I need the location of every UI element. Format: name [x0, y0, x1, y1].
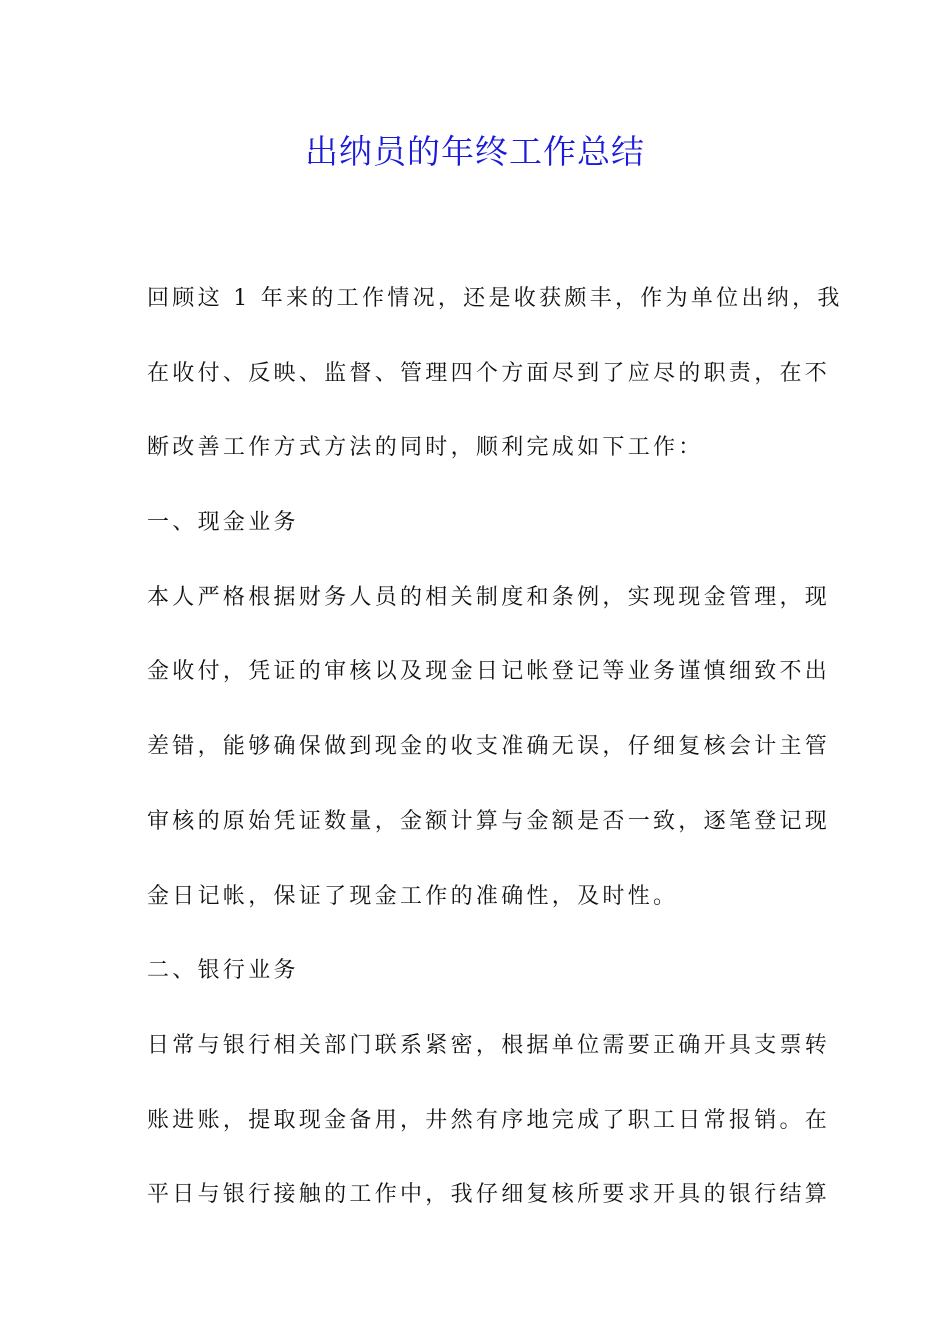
body-line-intro-3: 断改善工作方式方法的同时，顺利完成如下工作： — [147, 435, 704, 461]
body-line-bank-1: 日常与银行相关部门联系紧密，根据单位需要正确开具支票转 — [147, 1032, 831, 1058]
body-line-intro-2: 在收付、反映、监督、管理四个方面尽到了应尽的职责，在不 — [147, 360, 831, 386]
body-line-cash-2: 金收付，凭证的审核以及现金日记帐登记等业务谨慎细致不出 — [147, 659, 831, 685]
section-heading-cash: 一、现金业务 — [147, 510, 299, 536]
body-line-cash-1: 本人严格根据财务人员的相关制度和条例，实现现金管理，现 — [147, 584, 831, 610]
document-title: 出纳员的年终工作总结 — [305, 132, 645, 171]
body-line-cash-5: 金日记帐，保证了现金工作的准确性，及时性。 — [147, 883, 679, 909]
body-line-cash-3: 差错，能够确保做到现金的收支准确无误，仔细复核会计主管 — [147, 734, 831, 760]
body-line-bank-2: 账进账，提取现金备用，井然有序地完成了职工日常报销。在 — [147, 1107, 831, 1133]
section-heading-bank: 二、银行业务 — [147, 958, 299, 984]
body-line-cash-4: 审核的原始凭证数量，金额计算与金额是否一致，逐笔登记现 — [147, 808, 831, 834]
body-line-bank-3: 平日与银行接触的工作中，我仔细复核所要求开具的银行结算 — [147, 1182, 831, 1208]
document-body — [147, 262, 843, 1233]
body-line-intro-1: 回顾这 1 年来的工作情况，还是收获颇丰，作为单位出纳，我 — [147, 286, 843, 311]
